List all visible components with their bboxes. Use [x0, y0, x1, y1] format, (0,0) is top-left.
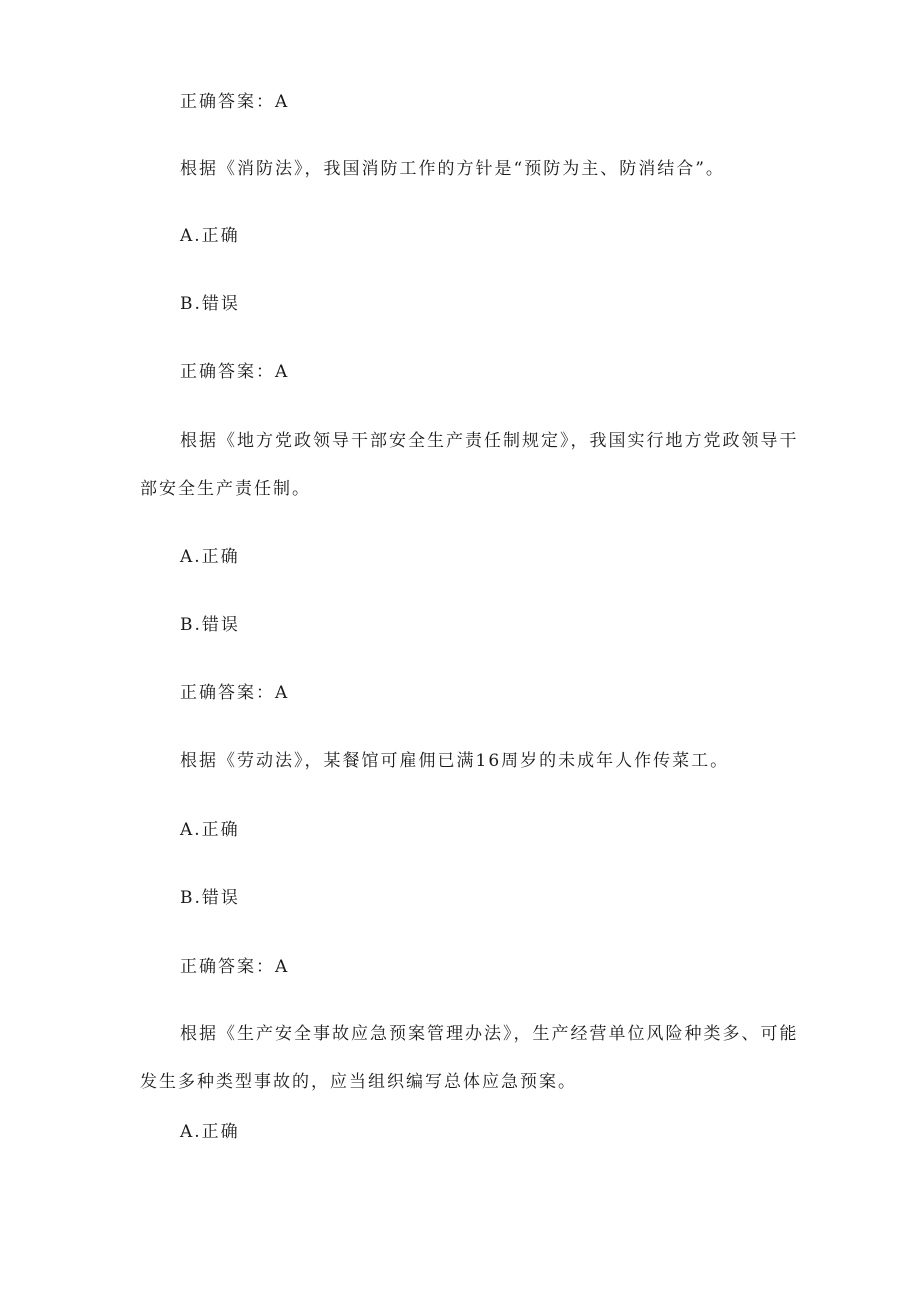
question-text: 根据《地方党政领导干部安全生产责任制规定》，我国实行地方党政领导干: [180, 431, 799, 451]
option-b: B.错误: [180, 888, 240, 908]
question-text: 根据《消防法》，我国消防工作的方针是“预防为主、防消结合”。: [180, 159, 725, 179]
option-a: A.正确: [180, 1122, 240, 1142]
answer-line: 正确答案：A: [180, 683, 290, 703]
question-text: 根据《生产安全事故应急预案管理办法》，生产经营单位风险种类多、可能: [180, 1024, 799, 1044]
answer-line: 正确答案：A: [180, 957, 290, 977]
answer-line: 正确答案：A: [180, 362, 290, 382]
option-b: B.错误: [180, 294, 240, 314]
option-a: A.正确: [180, 547, 240, 567]
option-b: B.错误: [180, 615, 240, 635]
question-text-continued: 部安全生产责任制。: [140, 479, 311, 499]
option-a: A.正确: [180, 226, 240, 246]
option-a: A.正确: [180, 820, 240, 840]
question-text: 根据《劳动法》，某餐馆可雇佣已满16周岁的未成年人作传菜工。: [180, 751, 730, 771]
answer-line: 正确答案：A: [180, 92, 290, 112]
question-text-continued: 发生多种类型事故的，应当组织编写总体应急预案。: [140, 1072, 577, 1092]
